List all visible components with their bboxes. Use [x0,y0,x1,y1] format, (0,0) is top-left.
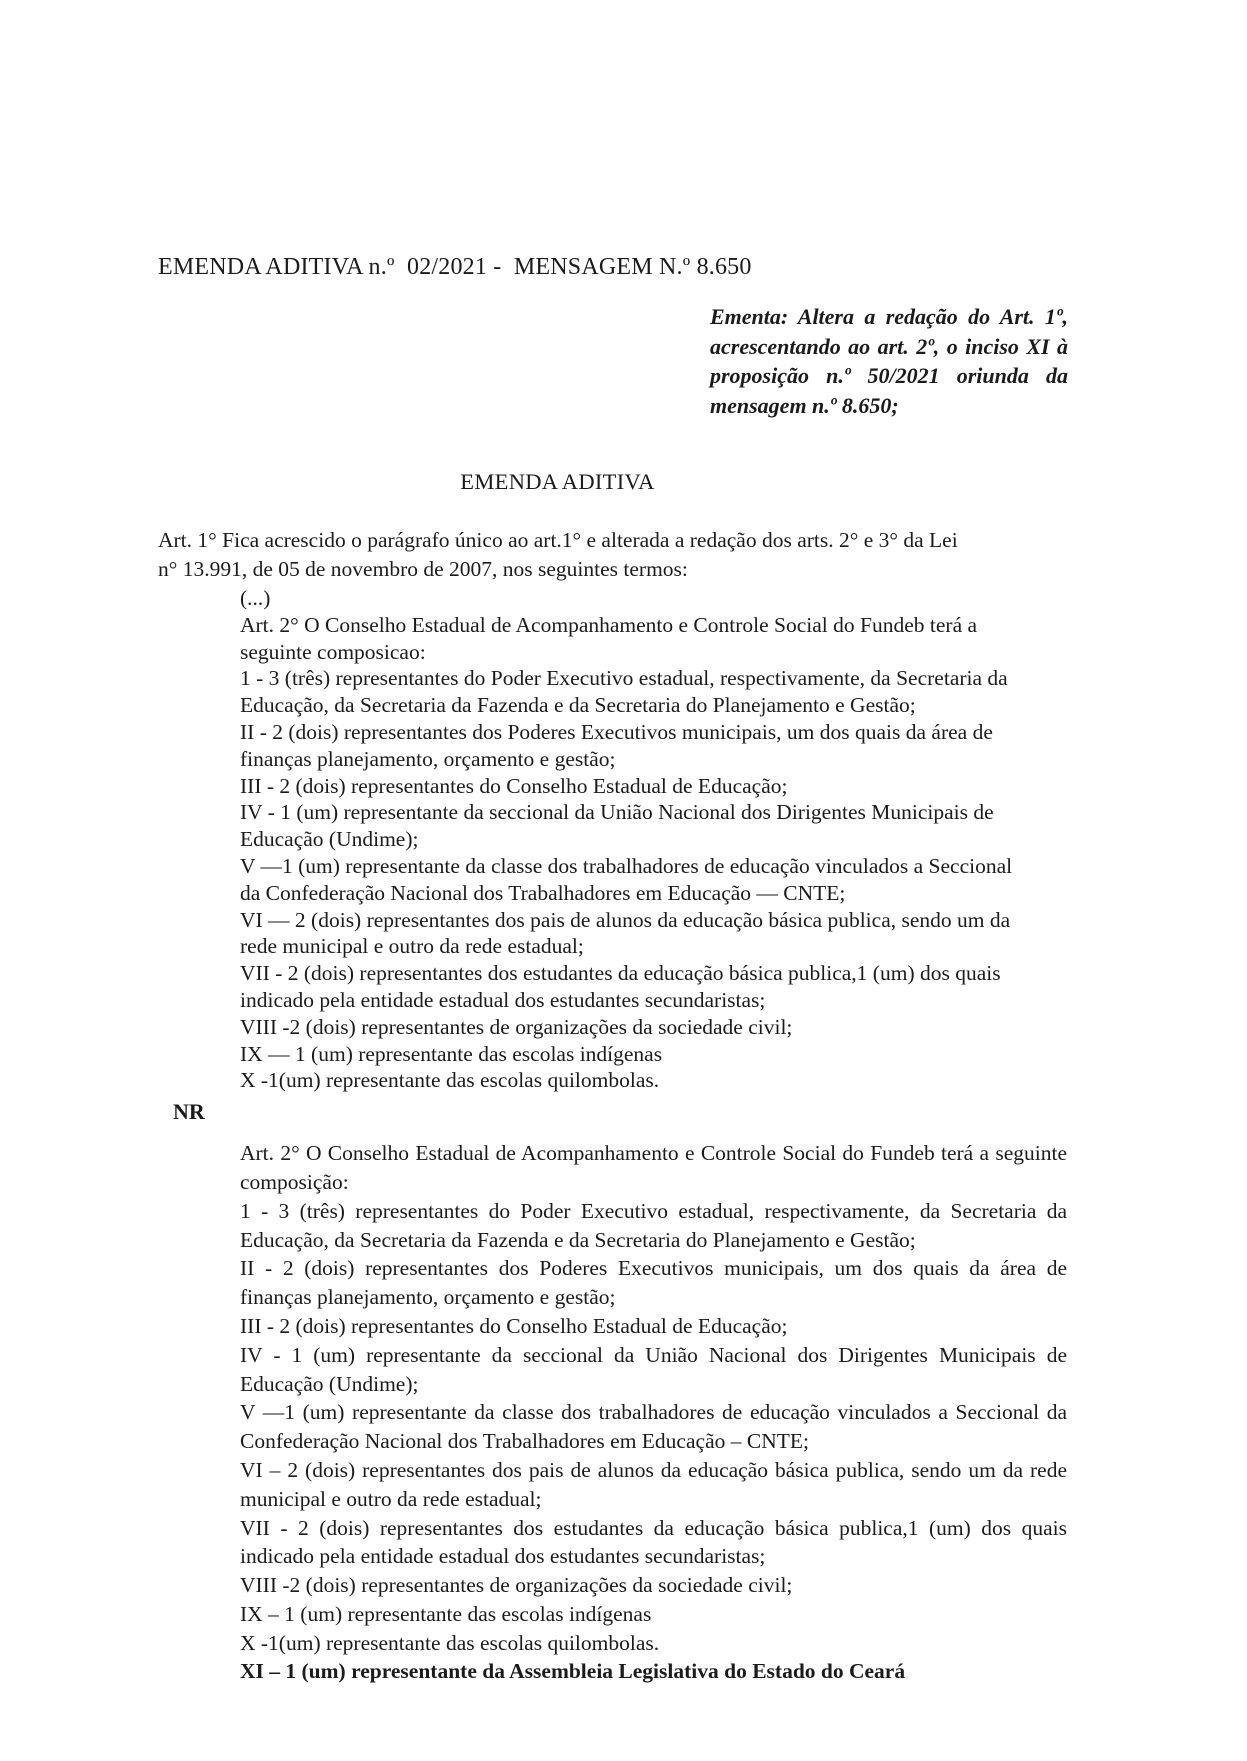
nr-label: NR [173,1099,205,1125]
inciso-item: VI – 2 (dois) representantes dos pais de alunos da educação básica publica, sendo um da rede municipal e outro da rede estadual; [240,1457,1067,1511]
inciso-item: VI — 2 (dois) representantes dos pais de alunos da educação básica publica, sendo um da rede municipal e outro da rede estadual; [240,907,1011,959]
inciso-item: VIII -2 (dois) representantes de organizações da sociedade civil; [240,1014,793,1039]
ellipsis-marker: (...) [240,586,271,610]
inciso-item: IV - 1 (um) representante da seccional da União Nacional dos Dirigentes Municipais de Educação (Undime); [240,800,994,852]
inciso-item: II - 2 (dois) representantes dos Poderes Executivos municipais, um dos quais da área de finanças planejamento, orçamento e gestão; [240,1256,1067,1310]
inciso-item: 1 - 3 (três) representantes do Poder Executivo estadual, respectivamente, da Secretaria da Educação, da Secretaria da Fazenda e da Secretaria do Planejamento e Gestão; [240,666,1008,718]
quoted-block-new-redaction [240,1139,1067,1686]
inciso-item: 1 - 3 (três) representantes do Poder Executivo estadual, respectivamente, da Secretaria da Educação, da Secretaria da Fazenda e da Secretaria do Planejamento e Gestão; [240,1198,1067,1252]
inciso-item: III - 2 (dois) representantes do Conselho Estadual de Educação; [240,773,788,798]
inciso-item: IX – 1 (um) representante das escolas indígenas [240,1601,652,1626]
inciso-item: III - 2 (dois) representantes do Conselho Estadual de Educação; [240,1313,788,1338]
inciso-item: IX — 1 (um) representante das escolas indígenas [240,1041,663,1066]
inciso-item: V —1 (um) representante da classe dos trabalhadores de educação vinculados a Seccional da Confederação Nacional dos Trabalhadores em Educação — CNTE; [240,853,1013,905]
inciso-item: V —1 (um) representante da classe dos trabalhadores de educação vinculados a Seccional da Confederação Nacional dos Trabalhadores em Educação – CNTE; [240,1400,1067,1454]
inciso-item: VII - 2 (dois) representantes dos estudantes da educação básica publica,1 (um) dos quais indicado pela entidade estadual dos estudantes secundaristas; [240,1515,1067,1569]
inciso-item-xi-added: XI – 1 (um) representante da Assembleia Legislativa do Estado do Ceará [240,1659,906,1684]
inciso-item: VIII -2 (dois) representantes de organizações da sociedade civil; [240,1573,793,1598]
document-title: EMENDA ADITIVA n.º 02/2021 - MENSAGEM N.º 8.650 [158,254,752,280]
inciso-item: II - 2 (dois) representantes dos Poderes Executivos municipais, um dos quais da área de finanças planejamento, orçamento e gestão; [240,719,993,771]
article-1-paragraph: Art. 1° Fica acrescido o parágrafo único ao art.1° e alterada a redação dos arts. 2° e 3° da Lei n° 13.991, de 05 de novembro de 2007, nos seguintes termos: [158,528,958,581]
inciso-item: X -1(um) representante das escolas quilombolas. [240,1068,660,1093]
quoted-block-original-text [240,585,1014,1094]
section-heading: EMENDA ADITIVA [460,469,655,494]
inciso-item: VII - 2 (dois) representantes dos estudantes da educação básica publica,1 (um) dos quais indicado pela entidade estadual dos estudantes secundaristas; [240,961,1001,1012]
article-2-intro-new: Art. 2° O Conselho Estadual de Acompanhamento e Controle Social do Fundeb terá a seguinte composição: [240,1141,1067,1194]
article-2-intro-original: Art. 2° O Conselho Estadual de Acompanhamento e Controle Social do Fundeb terá a seguinte composicao: [240,612,978,664]
inciso-item: X -1(um) representante das escolas quilombolas. [240,1630,660,1655]
ementa-paragraph: Ementa: Altera a redação do Art. 1º, acrescentando ao art. 2º, o inciso XI à proposição n.º 50/2021 oriunda da mensagem n.º 8.650; [710,304,1068,418]
inciso-item: IV - 1 (um) representante da seccional da União Nacional dos Dirigentes Municipais de Educação (Undime); [240,1342,1067,1396]
